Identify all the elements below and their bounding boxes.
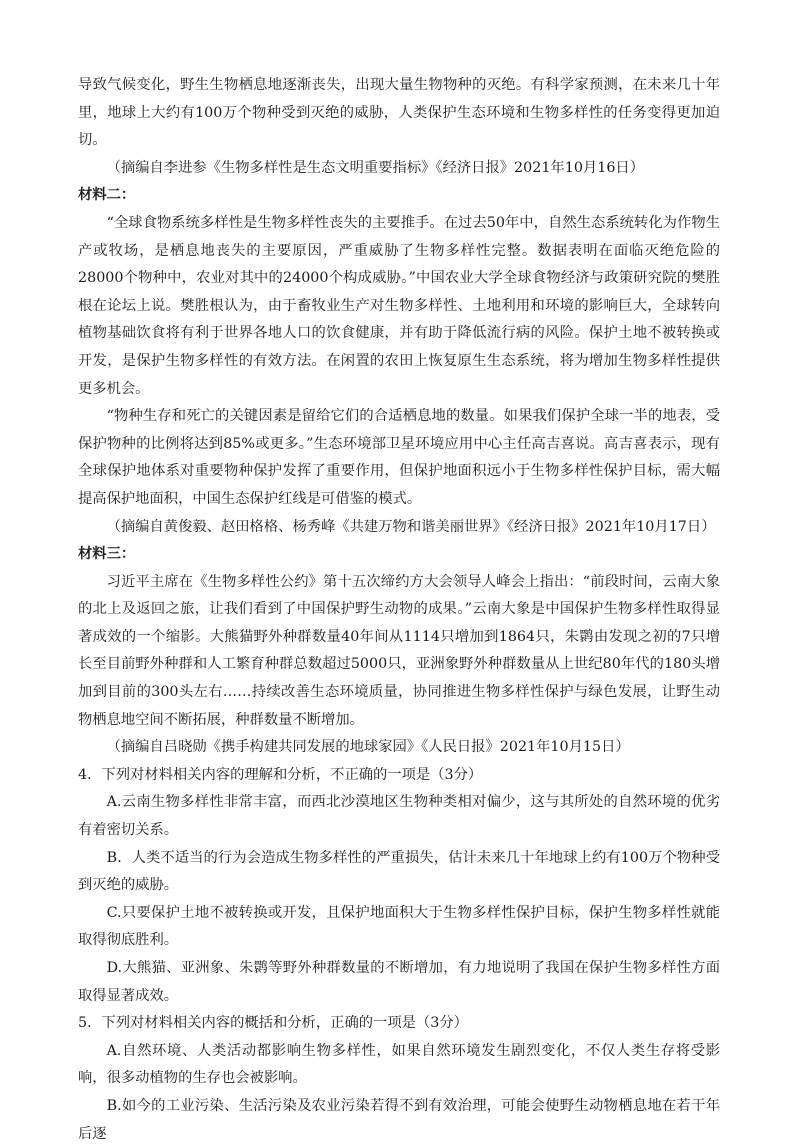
question5-option-a: A.自然环境、人类活动都影响生物多样性，如果自然环境发生剧烈变化，不仅人类生存将受影响，很多动植物的生存也会被影响。 — [78, 1042, 720, 1087]
question4-option-a: A.云南生物多样性非常丰富，而西北沙漠地区生物种类相对偏少，这与其所处的自然环境的优劣有着密切关系。 — [78, 794, 720, 839]
material2-source: （摘编自黄俊毅、赵田格格、杨秀峰《共建万物和谐美丽世界》《经济日报》2021年10月17日） — [106, 518, 716, 535]
question4-option-b: B．人类不适当的行为会造成生物多样性的严重损失，估计未来几十年地球上约有100万个物种受到灭绝的威胁。 — [78, 849, 720, 894]
material2-paragraph-2: “物种生存和死亡的关键因素是留给它们的合适栖息地的数量。如果我们保护全球一半的地表，受保护物种的比例将达到85%或更多。”生态环境部卫星环境应用中心主任高吉喜说。高吉喜表示，现有全球保护地体系对重要物种保护发挥了重要作用，但保护地面积远小于生物多样性保护目标，需大幅提高保护地面积，中国生态保护红线是可借鉴的模式。 — [78, 408, 720, 507]
material3-paragraph: 习近平主席在《生物多样性公约》第十五次缔约方大会领导人峰会上指出：“前段时间，云南大象的北上及返回之旅，让我们看到了中国保护野生动物的成果。”云南大象是中国保护生物多样性取得显著成效的一个缩影。大熊猫野外种群数量40年间从1114只增加到1864只，朱鹮由发现之初的7只增长至目前野外种群和人工繁育种群总数超过5000只，亚洲象野外种群数量从上世纪80年代的180头增加到目前的300头左右……持续改善生态环境质量，协同推进生物多样性保护与绿色发展，让野生动物栖息地空间不断拓展，种群数量不断增加。 — [78, 573, 720, 728]
document-page — [78, 72, 720, 1148]
question5-stem: 5．下列对材料相关内容的概括和分析，正确的一项是（3分） — [78, 1015, 468, 1032]
question4-stem: 4．下列对材料相关内容的理解和分析，不正确的一项是（3分） — [78, 766, 483, 783]
question4-option-d: D.大熊猫、亚洲象、朱鹮等野外种群数量的不断增加，有力地说明了我国在保护生物多样性方面取得显著成效。 — [78, 960, 720, 1004]
material2-paragraph-1: “全球食物系统多样性是生物多样性丧失的主要推手。在过去50年中，自然生态系统转化为作物生产或牧场，是栖息地丧失的主要原因，严重威胁了生物多样性完整。数据表明在面临灭绝危险的28000个物种中，农业对其中的24000个构成威胁。”中国农业大学全球食物经济与政策研究院的樊胜根在论坛上说。樊胜根认为，由于畜牧业生产对生物多样性、土地利用和环境的影响巨大，全球转向植物基础饮食将有利于世界各地人口的饮食健康，并有助于降低流行病的风险。保护土地不被转换或开发，是保护生物多样性的有效方法。在闲置的农田上恢复原生生态系统，将为增加生物多样性提供更多机会。 — [78, 214, 720, 397]
material3-source: （摘编自吕晓勋《携手构建共同发展的地球家园》《人民日报》2021年10月15日） — [106, 739, 630, 756]
material1-paragraph-tail: 导致气候变化，野生生物栖息地逐渐丧失，出现大量生物物种的灭绝。有科学家预测，在未来几十年里，地球上大约有100万个物种受到灭绝的威胁，人类保护生态环境和生物多样性的任务变得更加迫切。 — [78, 77, 720, 149]
material2-heading: 材料二： — [78, 187, 136, 204]
material3-heading: 材料三： — [78, 546, 136, 563]
question5-option-b: B.如今的工业污染、生活污染及农业污染若得不到有效治理，可能会使野生动物栖息地在若干年后逐 — [78, 1097, 720, 1142]
question4-option-c: C.只要保护土地不被转换或开发，且保护地面积大于生物多样性保护目标，保护生物多样性就能取得彻底胜利。 — [78, 904, 720, 949]
material1-source: （摘编自李进参《生物多样性是生态文明重要指标》《经济日报》2021年10月16日） — [106, 159, 645, 176]
